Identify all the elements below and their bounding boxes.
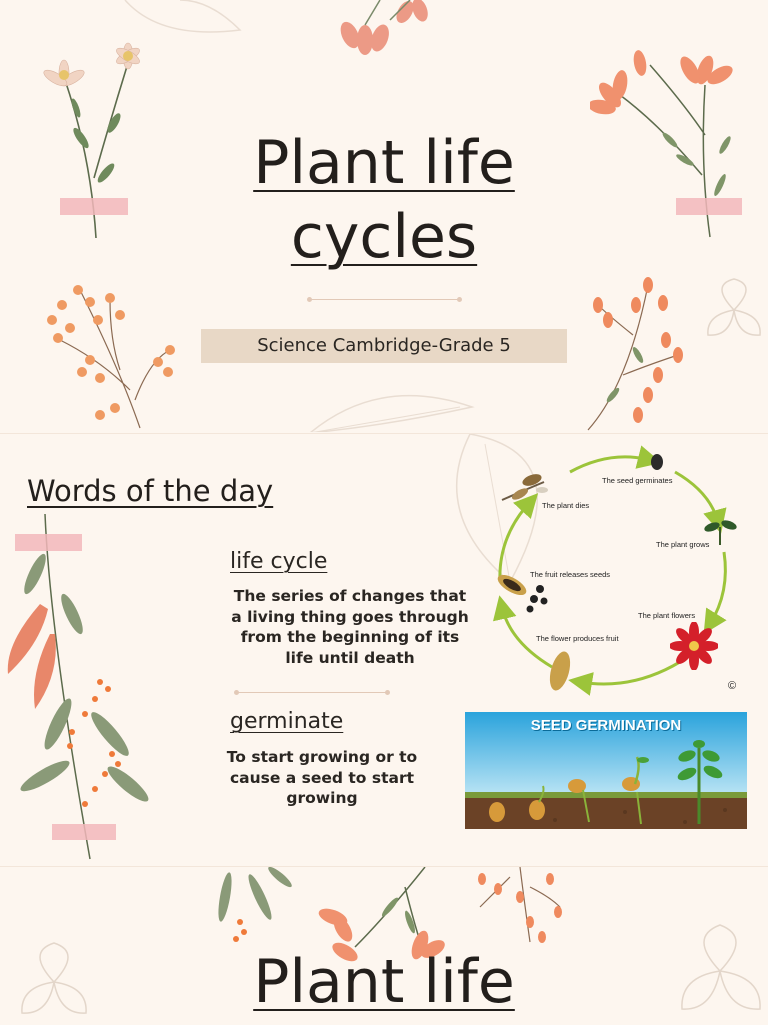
- fruit-icon: [546, 647, 574, 693]
- next-slide-partial: [0, 866, 768, 1025]
- words-heading: [27, 474, 273, 508]
- title-divider: [309, 299, 460, 300]
- definition-germinate: To start growing or to cause a seed to start growing: [226, 748, 418, 807]
- flower-outline-decoration: [14, 937, 94, 1025]
- cover-title: [184, 126, 584, 274]
- term-divider: [236, 692, 388, 693]
- flower-outline-decoration: [672, 917, 768, 1025]
- label-flower-produces-fruit: The flower produces fruit: [536, 634, 619, 643]
- cover-slide: [0, 0, 768, 432]
- label-plant-flowers: The plant flowers: [638, 611, 696, 620]
- next-slide-title: [184, 945, 584, 1019]
- orange-flower-sprig-decoration: [590, 45, 750, 240]
- label-seed-germinates: The seed germinates: [602, 476, 673, 485]
- seed-icon: [648, 452, 666, 472]
- seed-germination-image: [465, 712, 747, 829]
- leaf-outline-decoration: [300, 385, 480, 432]
- life-cycle-diagram: [470, 442, 750, 698]
- cover-title-line1: Plant life: [253, 128, 515, 198]
- label-plant-grows: The plant grows: [656, 540, 710, 549]
- subtitle-box: Science Cambridge-Grade 5: [201, 329, 567, 363]
- orange-berry-sprig-decoration: [470, 867, 570, 947]
- words-heading-text: Words of the day: [27, 474, 274, 508]
- dead-plant-icon: [500, 470, 548, 506]
- orange-berry-sprig-decoration: [578, 275, 688, 432]
- label-plant-dies: The plant dies: [542, 501, 590, 510]
- pink-flower-decoration: [320, 0, 440, 62]
- next-slide-title-line1: Plant life: [253, 947, 515, 1017]
- flower-outline-decoration: [700, 275, 768, 345]
- daisy-sprig-decoration: [36, 28, 166, 240]
- red-flower-icon: [670, 622, 718, 670]
- label-fruit-releases-seeds: The fruit releases seeds: [530, 570, 611, 579]
- term-life-cycle: life cycle: [230, 549, 328, 574]
- copyright-mark: ©: [728, 680, 737, 692]
- orange-berry-sprig-decoration: [40, 280, 185, 430]
- cover-title-line2: cycles: [290, 202, 478, 272]
- term-germinate: germinate: [230, 709, 344, 734]
- leaf-sprig-decoration: [200, 867, 300, 947]
- leaf-sprig-decoration: [0, 514, 160, 864]
- definition-life-cycle: The series of changes that a living thing goes through from the beginning of its life until death: [231, 587, 469, 667]
- words-of-the-day-slide: [0, 433, 768, 866]
- germination-image-title: SEED GERMINATION: [530, 717, 682, 734]
